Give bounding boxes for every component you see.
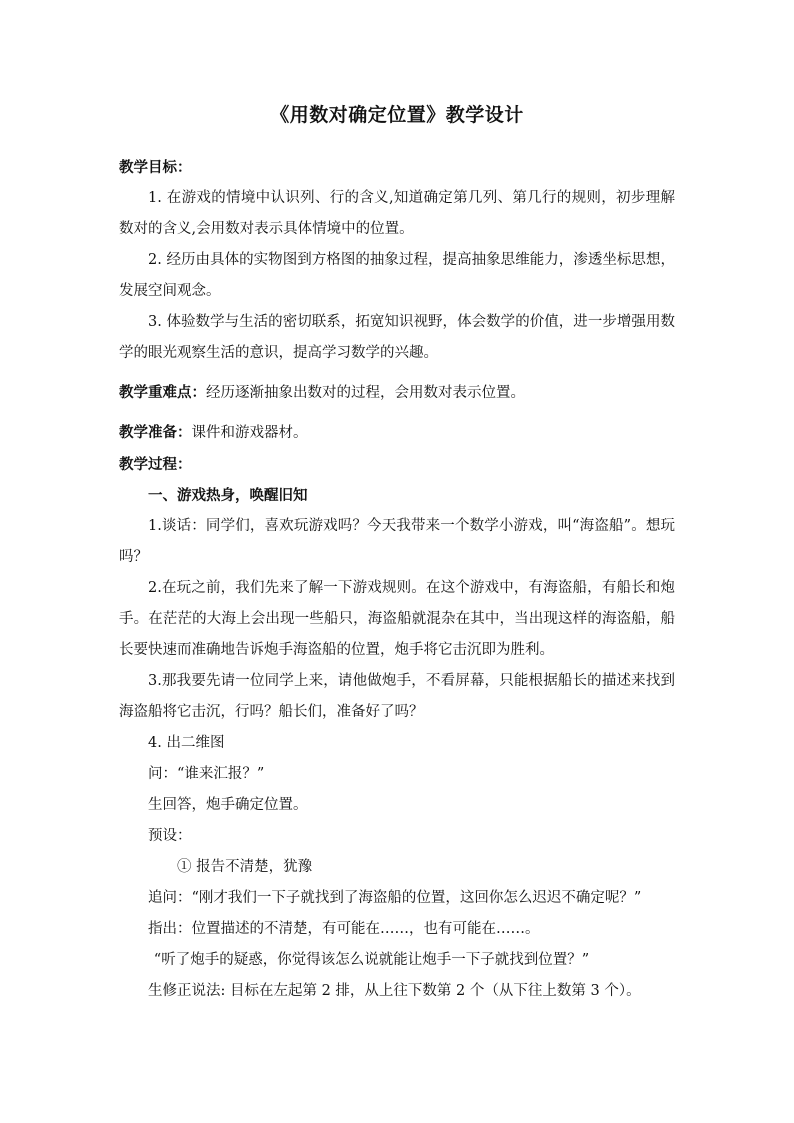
preset-item-1: ① 报告不清楚，犹豫 (177, 859, 313, 875)
process-step-1: 1.谈话：同学们，喜欢玩游戏吗？今天我带来一个数学小游戏，叫“海盗船”。想玩吗？ (119, 518, 675, 565)
process-heading: 教学过程： (119, 456, 192, 473)
process-question: 问：“谁来汇报？” (148, 766, 265, 782)
followup-point: 指出：位置描述的不清楚，有可能在……，也有可能在……。 (148, 921, 540, 937)
followup-question: 追问：“刚才我们一下子就找到了海盗船的位置，这回你怎么迟迟不确定呢？” (148, 890, 642, 906)
student-correction: 生修正说法: 目标在左起第 2 排，从上往下数第 2 个（从下往上数第 3 个）。 (148, 983, 641, 999)
process-answer: 生回答，炮手确定位置。 (148, 797, 308, 813)
process-step-4: 4. 出二维图 (148, 735, 225, 751)
process-step-3: 3.那我要先请一位同学上来，请他做炮手，不看屏幕，只能根据船长的描述来找到海盗船将它击沉，行吗？船长们，准备好了吗？ (119, 673, 675, 720)
goal-item-3: 3. 体验数学与生活的密切联系，拓宽知识视野，体会数学的价值，进一步增强用数学的眼光观察生活的意识，提高学习数学的兴趣。 (119, 314, 675, 361)
teacher-quote: “听了炮手的疑惑，你觉得该怎么说就能让炮手一下子就找到位置？” (153, 952, 590, 968)
key-points-paragraph (119, 377, 675, 409)
document-body (119, 152, 675, 1007)
section-1-heading: 一、游戏热身，唤醒旧知 (148, 487, 308, 504)
preparation-label: 教学准备： (119, 424, 192, 441)
goal-item-2: 2. 经历由具体的实物图到方格图的抽象过程，提高抽象思维能力，渗透坐标思想，发展空间观念。 (119, 252, 675, 299)
key-points-label: 教学重难点： (119, 384, 206, 401)
key-points-text: 经历逐渐抽象出数对的过程，会用数对表示位置。 (206, 385, 525, 401)
document-title: 《用数对确定位置》教学设计 (270, 104, 524, 126)
process-step-2: 2.在玩之前，我们先来了解一下游戏规则。在这个游戏中，有海盗船，有船长和炮手。在茫茫的大海上会出现一些船只，海盗船就混杂在其中，当出现这样的海盗船，船长要快速而准确地告诉炮手海盗船的位置，炮手将它击沉即为胜利。 (119, 580, 675, 658)
process-preset: 预设： (148, 828, 192, 844)
goals-heading: 教学目标： (119, 159, 192, 176)
preparation-text: 课件和游戏器材。 (191, 425, 308, 441)
goal-item-1: 1. 在游戏的情境中认识列、行的含义,知道确定第几列、第几行的规则，初步理解数对的含义,会用数对表示具体情境中的位置。 (119, 190, 675, 237)
preparation-paragraph (119, 417, 675, 449)
